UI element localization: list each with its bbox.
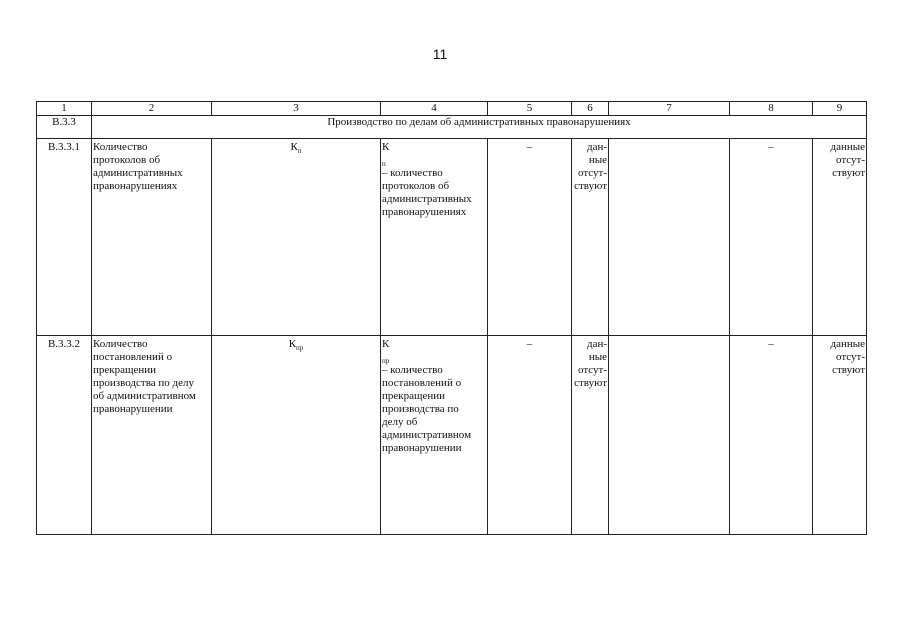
column-6-value: дан- ные отсут- ствуют — [572, 139, 609, 336]
column-number: 6 — [572, 102, 609, 116]
section-row — [37, 116, 867, 139]
indicator-symbol: $К_п$ — [212, 139, 381, 336]
column-number: 7 — [609, 102, 730, 116]
row-code: В.3.3.2 — [37, 336, 92, 535]
indicator-name: Количество постановлений о прекращении производства по делу об административном правонарушении — [92, 336, 212, 535]
table-row — [37, 336, 867, 535]
column-number: 8 — [730, 102, 813, 116]
symbol-definition: К $_{пр}$ – количество постановлений о прекращении производства по делу об административном правонарушении — [381, 336, 488, 535]
column-5-value: – — [488, 336, 572, 535]
column-8-value: – — [730, 336, 813, 535]
column-number: 2 — [92, 102, 212, 116]
section-code: В.3.3 — [37, 116, 92, 139]
column-7-value — [609, 139, 730, 336]
column-number: 1 — [37, 102, 92, 116]
column-number: 4 — [381, 102, 488, 116]
indicator-table — [36, 101, 867, 535]
column-6-value: дан- ные отсут- ствуют — [572, 336, 609, 535]
row-code: В.3.3.1 — [37, 139, 92, 336]
indicator-symbol: $К_{пр}$ — [212, 336, 381, 535]
column-number: 9 — [813, 102, 867, 116]
table-row — [37, 139, 867, 336]
column-9-value: данные отсут- ствуют — [813, 139, 867, 336]
column-number: 5 — [488, 102, 572, 116]
section-title: Производство по делам об административных правонарушениях — [92, 116, 867, 139]
symbol-definition: К $_п$ – количество протоколов об административных правонарушениях — [381, 139, 488, 336]
column-8-value: – — [730, 139, 813, 336]
indicator-name: Количество протоколов об административных правонарушениях — [92, 139, 212, 336]
column-7-value — [609, 336, 730, 535]
column-5-value: – — [488, 139, 572, 336]
column-number-row — [37, 102, 867, 116]
column-number: 3 — [212, 102, 381, 116]
page-number: 11 — [432, 46, 448, 62]
column-9-value: данные отсут- ствуют — [813, 336, 867, 535]
